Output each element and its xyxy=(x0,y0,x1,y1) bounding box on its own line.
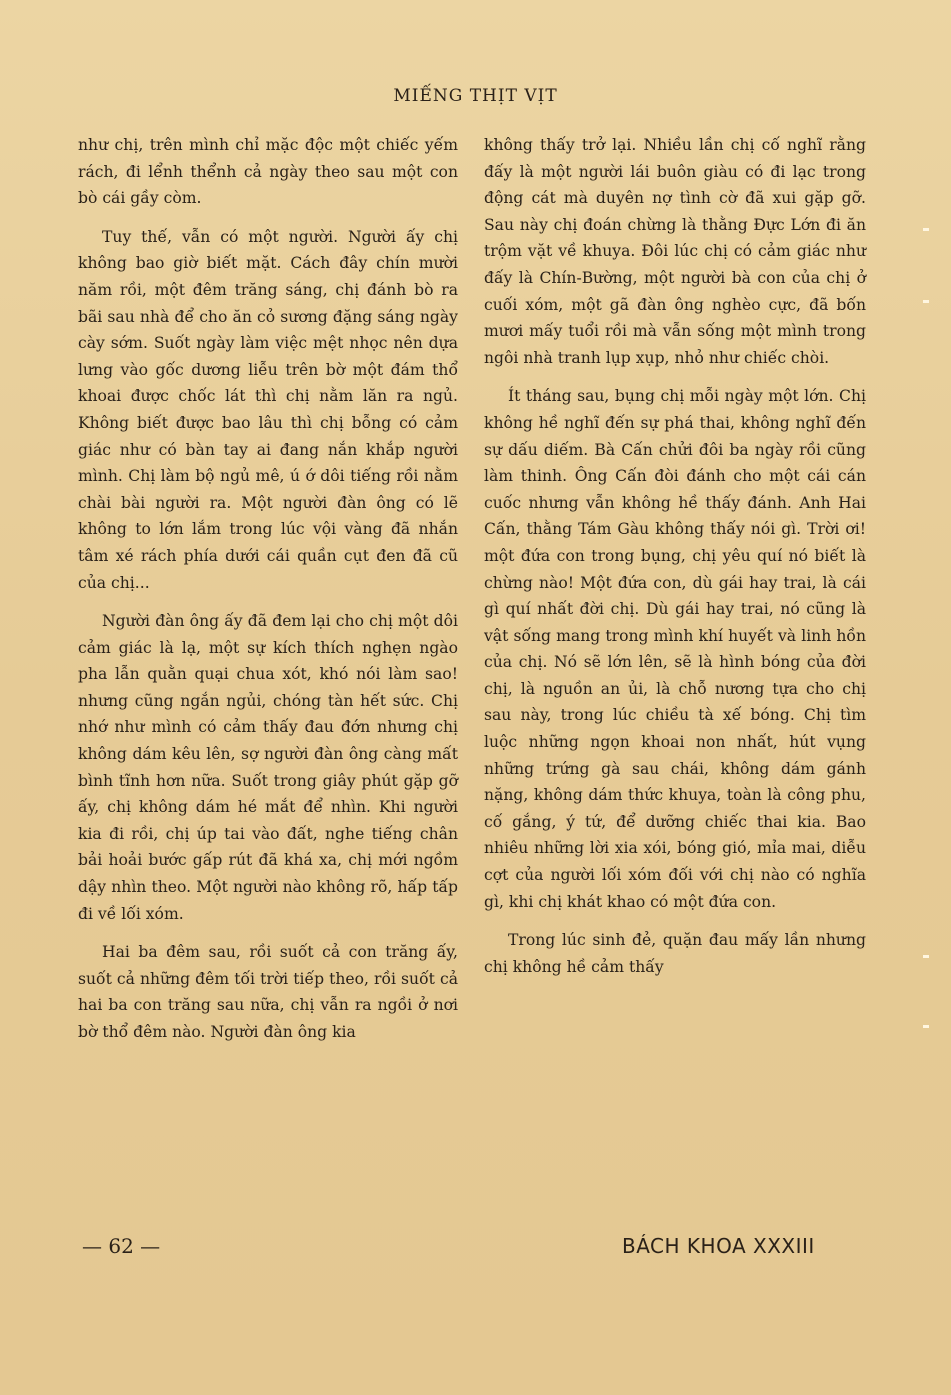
edge-mark xyxy=(923,955,929,958)
edge-mark xyxy=(923,1025,929,1028)
left-column xyxy=(78,132,458,1046)
left-paragraph: Người đàn ông ấy đã đem lại cho chị một dôi cảm giác là lạ, một sự kích thích nghẹn ngào pha lẫn quằn quại chua xót, khó nói làm sao! nhưng cũng ngắn ngủi, chóng tàn hết sức. Chị nhớ như mình có cảm thấy đau đớn nhưng chị không dám kêu lên, sợ người đàn ông càng mất bình tĩnh hơn nữa. Suốt trong giây phút gặp gỡ ấy, chị không dám hé mắt để nhìn. Khi người kia đi rồi, chị úp tai vào đất, nghe tiếng chân bải hoải bước gấp rút đã khá xa, chị mới ngồm dậy nhìn theo. Một người nào không rõ, hấp tấp đi về lối xóm. xyxy=(78,612,458,923)
right-paragraph: Ít tháng sau, bụng chị mỗi ngày một lớn. Chị không hề nghĩ đến sự phá thai, không nghĩ đến sự dấu diếm. Bà Cấn chửi đôi ba ngày rồi cũng làm thinh. Ông Cấn đòi đánh cho một cái cán cuốc nhưng vẫn không hề thấy đánh. Anh Hai Cấn, thằng Tám Gàu không thấy nói gì. Trời ơi! một đứa con trong bụng, chị yêu quí nó biết là chừng nào! Một đứa con, dù gái hay trai, là cái gì quí nhất đời chị. Dù gái hay trai, nó cũng là vật sống mang trong mình khí huyết và linh hồn của chị. Nó sẽ lớn lên, sẽ là hình bóng của đời chị, là nguồn an ủi, là chỗ nương tựa cho chị sau này, trong lúc chiều tà xế bóng. Chị tìm luộc những ngọn khoai non nhất, hút vụng những trứng gà sau chái, không dám gánh nặng, không dám thức khuya, toàn là công phu, cố gắng, ý tứ, để dưỡng chiếc thai kia. Bao nhiêu những lời xia xói, bóng gió, mỉa mai, diễu cợt của người lối xóm đối với chị nào có nghĩa gì, khi chị khát khao có một đứa con. xyxy=(484,387,866,911)
left-paragraph: Tuy thế, vẫn có một người. Người ấy chị không bao giờ biết mặt. Cách đây chín mười năm rồi, một đêm trăng sáng, chị đánh bò ra bãi sau nhà để cho ăn cỏ sương đặng sáng ngày cày sớm. Suốt ngày làm việc mệt nhọc nên dựa lưng vào gốc dương liễu trên bờ một đám thổ khoai được chốc lát thì chị nằm lăn ra ngủ. Không biết được bao lâu thì chị bỗng có cảm giác như có bàn tay ai đang nắn khắp người mình. Chị làm bộ ngủ mê, ú ớ dôi tiếng rồi nằm chài bài người ra. Một người đàn ông có lẽ không to lớn lắm trong lúc vội vàng đã nhắn tâm xé rách phía dưới cái quần cụt đen đã cũ của chị... xyxy=(78,227,458,592)
edge-mark xyxy=(923,228,929,231)
left-paragraph: Hai ba đêm sau, rồi suốt cả con trăng ấy, suốt cả những đêm tối trời tiếp theo, rồi suốt cả hai ba con trăng sau nữa, chị vẫn ra ngồi ở nơi bờ thổ đêm nào. Người đàn ông kia xyxy=(78,943,458,1041)
right-column xyxy=(484,132,866,980)
running-title: MIẾNG THỊT VỊT xyxy=(393,86,558,106)
journal-name: BÁCH KHOA XXXIII xyxy=(622,1234,815,1258)
right-paragraph: Trong lúc sinh đẻ, quặn đau mấy lần nhưng chị không hề cảm thấy xyxy=(484,931,866,976)
page-number: — 62 — xyxy=(82,1234,161,1258)
edge-mark xyxy=(923,300,929,303)
left-paragraph: như chị, trên mình chỉ mặc độc một chiếc yếm rách, đi lểnh thểnh cả ngày theo sau một con bò cái gầy còm. xyxy=(78,136,458,208)
right-paragraph: không thấy trở lại. Nhiều lần chị cố nghĩ rằng đấy là một người lái buôn giàu có đi lạc trong động cát mà duyên nợ tình cờ đã xui gặp gỡ. Sau này chị đoán chừng là thằng Đực Lớn đi ăn trộm vặt về khuya. Đôi lúc chị có cảm giác như đấy là Chín-Bường, một người bà con của chị ở cuối xóm, một gã đàn ông nghèo cực, đã bốn mươi mấy tuổi rồi mà vẫn sống một mình trong ngôi nhà tranh lụp xụp, nhỏ như chiếc chòi. xyxy=(484,136,866,367)
